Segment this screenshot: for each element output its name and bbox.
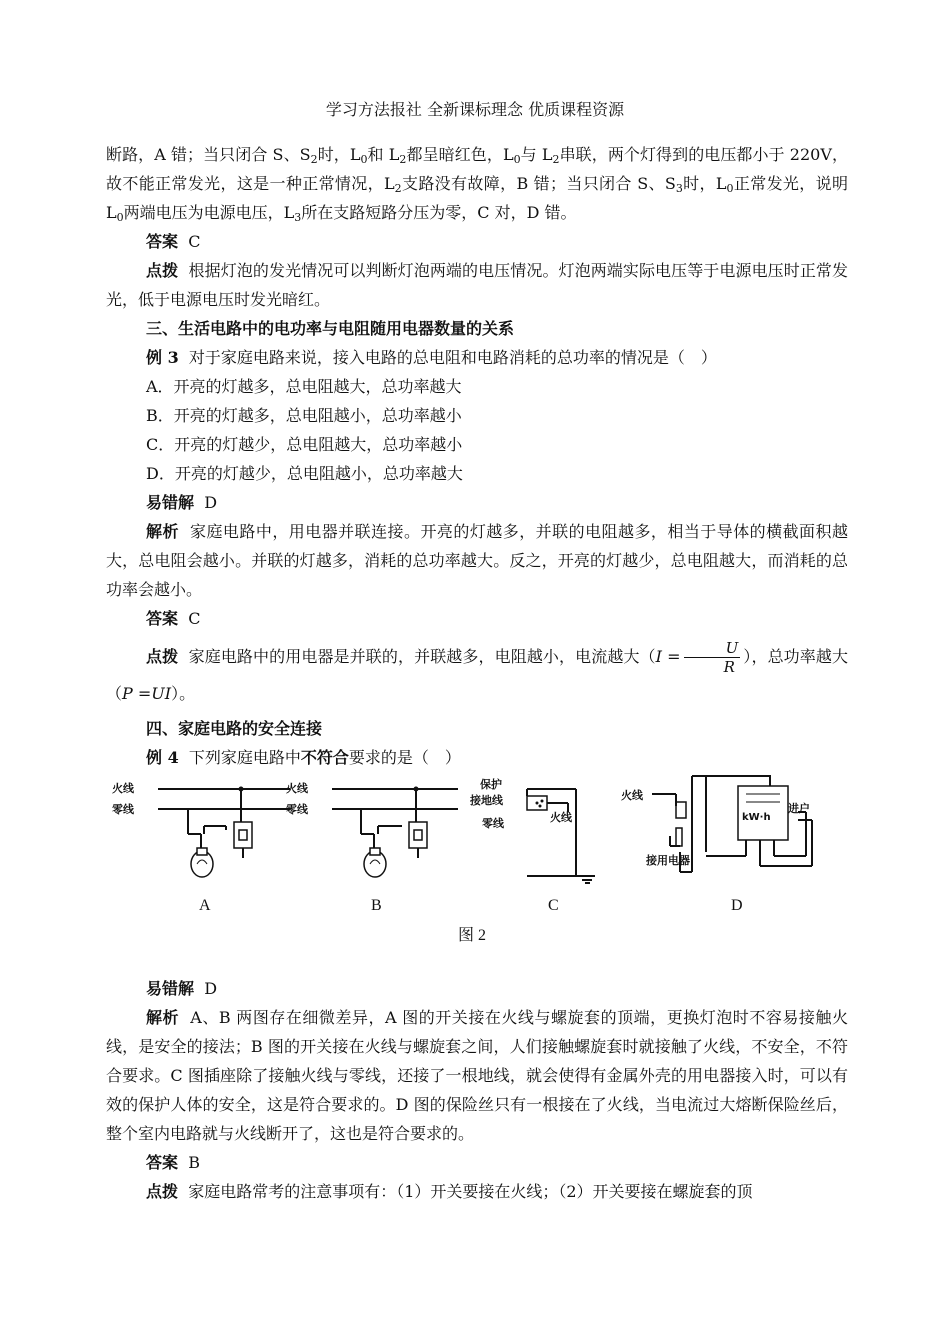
label-huoxian-b: 火线 xyxy=(286,782,308,795)
label-jinhu: 进户 xyxy=(788,802,810,815)
diagram-label-b: B xyxy=(371,897,382,914)
tip-1: 点拨 根据灯泡的发光情况可以判断灯泡两端的电压情况。灯泡两端实际电压等于电源电压时正常发光，低于电源电压时发光暗红。 xyxy=(106,261,848,309)
wrong-answer-3: 易错解 D xyxy=(146,493,218,512)
label-huoxian-c: 火线 xyxy=(550,811,572,824)
analysis-4: 解析 A、B 两图存在细微差异，A 图的开关接在火线与螺旋套的顶端，更换灯泡时不容易接触火线，是安全的接法；B 图的开关接在火线与螺旋套之间，人们接触螺旋套时就接触了火线，不安全，不符合要求。C 图插座除了接触火线与零线，还接了一根地线，就会使得有金属外壳的用电器接入时，可以有效的保护人体的安全，这是符合要求的。D 图的保险丝只有一根接在了火线，当电流过大熔断保险丝后，整个室内电路就与火线断开了，这也是符合要求的。 xyxy=(106,1008,848,1143)
formula-fraction: $\frac{U}{R}$ xyxy=(684,639,741,676)
figure-2 xyxy=(106,772,848,972)
circuit-diagrams xyxy=(106,772,848,972)
label-huoxian-a: 火线 xyxy=(112,782,134,795)
answer-4: 答案 B xyxy=(146,1153,200,1172)
example-4-question: 例 4 下列家庭电路中不符合要求的是（ ） xyxy=(146,748,461,767)
page-header: 学习方法报社 全新课标理念 优质课程资源 xyxy=(325,100,625,119)
option-c: C．开亮的灯越少，总电阻越大，总功率越小 xyxy=(146,435,463,454)
answer-1: 答案 C xyxy=(146,232,201,251)
tip-4: 点拨 家庭电路常考的注意事项有：（1）开关要接在火线；（2）开关要接在螺旋套的顶 xyxy=(146,1182,753,1201)
label-kwh: kW·h xyxy=(742,812,771,823)
paragraph-continuation: 断路，A 错；当只闭合 S、$S_2$时，$L_0$和 $L_2$都呈暗红色，$L_0$与 $L_2$串联，两个灯得到的电压都小于 220V，故不能正常发光，这是一种正常情况，$L_2$支路没有故障，B 错；当只闭合 S、$S_3$时，$L_0$正常发光，说明 $L_0$两端电压为电源电压，$L_3$所在支路短路分压为零，C 对，D 错。 xyxy=(106,145,848,224)
label-jieyongdianqi: 接用电器 xyxy=(646,854,690,867)
figure-caption: 图 2 xyxy=(458,927,487,944)
option-d: D．开亮的灯越少，总电阻越小，总功率越大 xyxy=(146,464,463,483)
label-huoxian-d: 火线 xyxy=(621,789,643,802)
label-lingxian-c: 零线 xyxy=(482,817,504,830)
label-lingxian-b: 零线 xyxy=(286,803,308,816)
label-jiedixian: 接地线 xyxy=(470,794,503,807)
label-lingxian-a: 零线 xyxy=(112,803,134,816)
option-a: A．开亮的灯越多，总电阻越大，总功率越大 xyxy=(146,377,462,396)
document-body-lower xyxy=(106,974,848,1206)
tip-3: 点拨 家庭电路中的用电器是并联的，并联越多，电阻越小，电流越大（I = $\frac{U}{R}$ ），总功率越大（P =UI）。 xyxy=(106,639,848,703)
analysis-3: 解析 家庭电路中，用电器并联连接。开亮的灯越多，并联的电阻越多，相当于导体的横截面积越大，总电阻会越小。并联的灯越多，消耗的总功率越大。反之，开亮的灯越少，总电阻越大，而消耗的总功率会越小。 xyxy=(106,522,848,599)
document-body xyxy=(106,140,848,772)
diagram-label-d: D xyxy=(731,897,743,914)
wrong-answer-4: 易错解 D xyxy=(146,979,218,998)
example-3-question: 例 3 对于家庭电路来说，接入电路的总电阻和电路消耗的总功率的情况是（ ） xyxy=(146,348,717,367)
section-4-heading: 四、家庭电路的安全连接 xyxy=(146,719,323,738)
diagram-label-c: C xyxy=(548,897,559,914)
section-3-heading: 三、生活电路中的电功率与电阻随用电器数量的关系 xyxy=(146,319,515,338)
label-baohu: 保护 xyxy=(480,778,502,791)
option-b: B．开亮的灯越多，总电阻越小，总功率越小 xyxy=(146,406,462,425)
diagram-label-a: A xyxy=(199,897,211,914)
answer-3: 答案 C xyxy=(146,609,201,628)
